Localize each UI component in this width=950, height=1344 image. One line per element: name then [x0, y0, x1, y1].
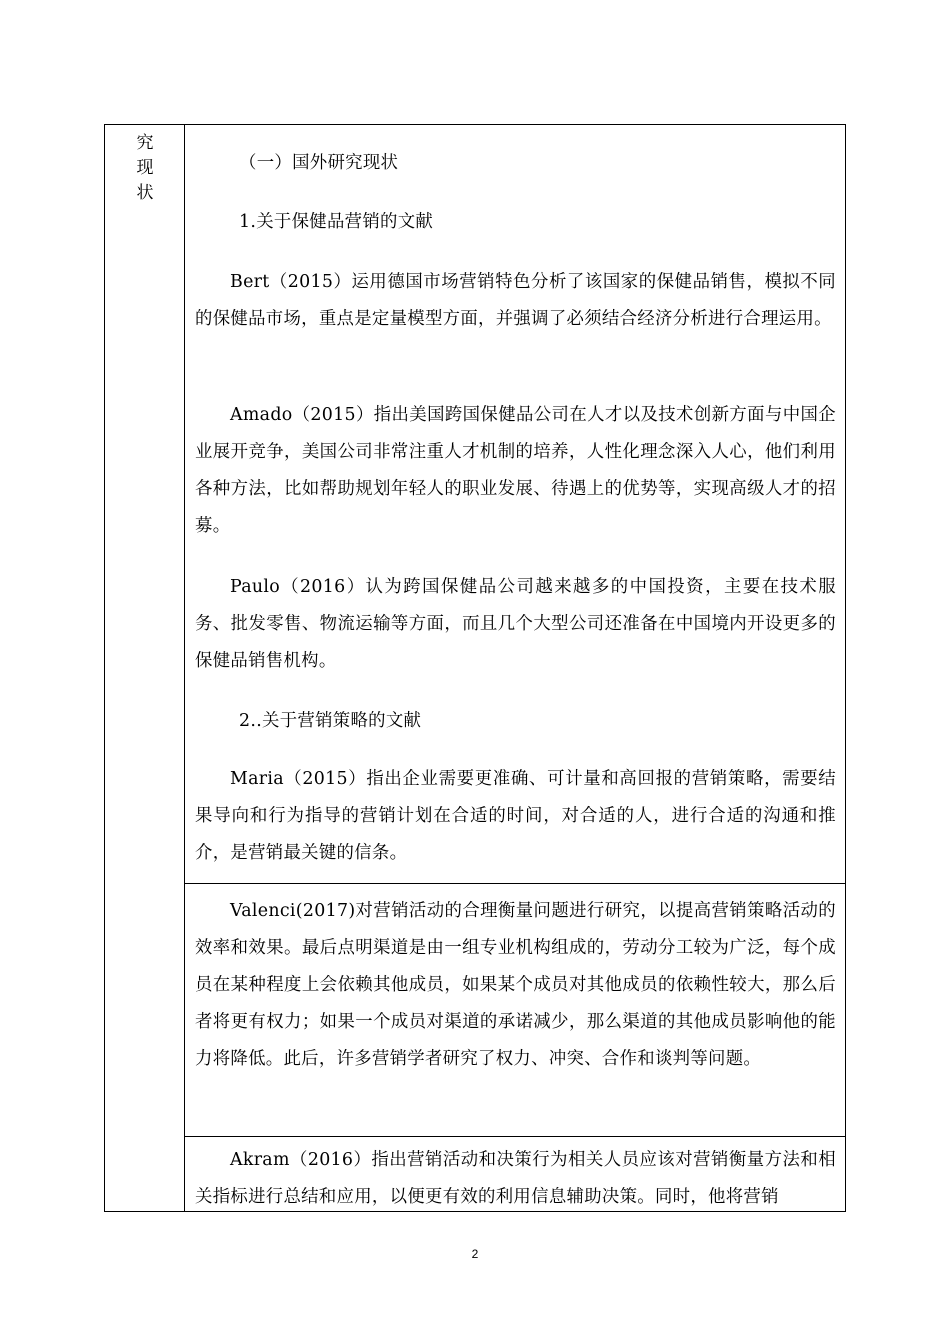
- paragraph-bert: Bert（2015）运用德国市场营销特色分析了该国家的保健品销售，模拟不同的保健品市场，重点是定量模型方面，并强调了必须结合经济分析进行合理运用。: [195, 272, 836, 329]
- paragraph-maria: Maria（2015）指出企业需要更准确、可计量和高回报的营销策略，需要结果导向和行为指导的营销计划在合适的时间，对合适的人，进行合适的沟通和推介，是营销最关键的信条。: [195, 769, 836, 863]
- row-label: 究 现 状: [136, 133, 154, 203]
- subsection-heading-2: 2..关于营销策略的文献: [239, 711, 422, 731]
- page-number: 2: [471, 1247, 479, 1261]
- paragraph-paulo: Paulo（2016）认为跨国保健品公司越来越多的中国投资，主要在技术服务、批发零售、物流运输等方面，而且几个大型公司还准备在中国境内开设更多的保健品销售机构。: [195, 577, 836, 671]
- paragraph-valenci: Valenci(2017)对营销活动的合理衡量问题进行研究，以提高营销策略活动的效率和效果。最后点明渠道是由一组专业机构组成的，劳动分工较为广泛，每个成员在某种程度上会依赖其他成员，如果某个成员对其他成员的依赖性较大，那么后者将更有权力；如果一个成员对渠道的承诺减少，那么渠道的其他成员影响他的能力将降低。此后，许多营销学者研究了权力、冲突、合作和谈判等问题。: [195, 901, 836, 1069]
- research-status-table: [104, 124, 846, 1212]
- cell-divider: [185, 883, 845, 884]
- section-heading: （一）国外研究现状: [239, 153, 399, 173]
- cell-divider: [185, 1136, 845, 1137]
- paragraph-akram: Akram（2016）指出营销活动和决策行为相关人员应该对营销衡量方法和相关指标进行总结和应用，以便更有效的利用信息辅助决策。同时，他将营销: [195, 1150, 836, 1207]
- content-cell: [185, 125, 845, 1211]
- paragraph-amado: Amado（2015）指出美国跨国保健品公司在人才以及技术创新方面与中国企业展开竞争，美国公司非常注重人才机制的培养，人性化理念深入人心，他们利用各种方法，比如帮助规划年轻人的职业发展、待遇上的优势等，实现高级人才的招募。: [195, 405, 836, 536]
- subsection-heading-1: 1.关于保健品营销的文献: [239, 212, 434, 232]
- row-label-cell: [105, 125, 185, 1211]
